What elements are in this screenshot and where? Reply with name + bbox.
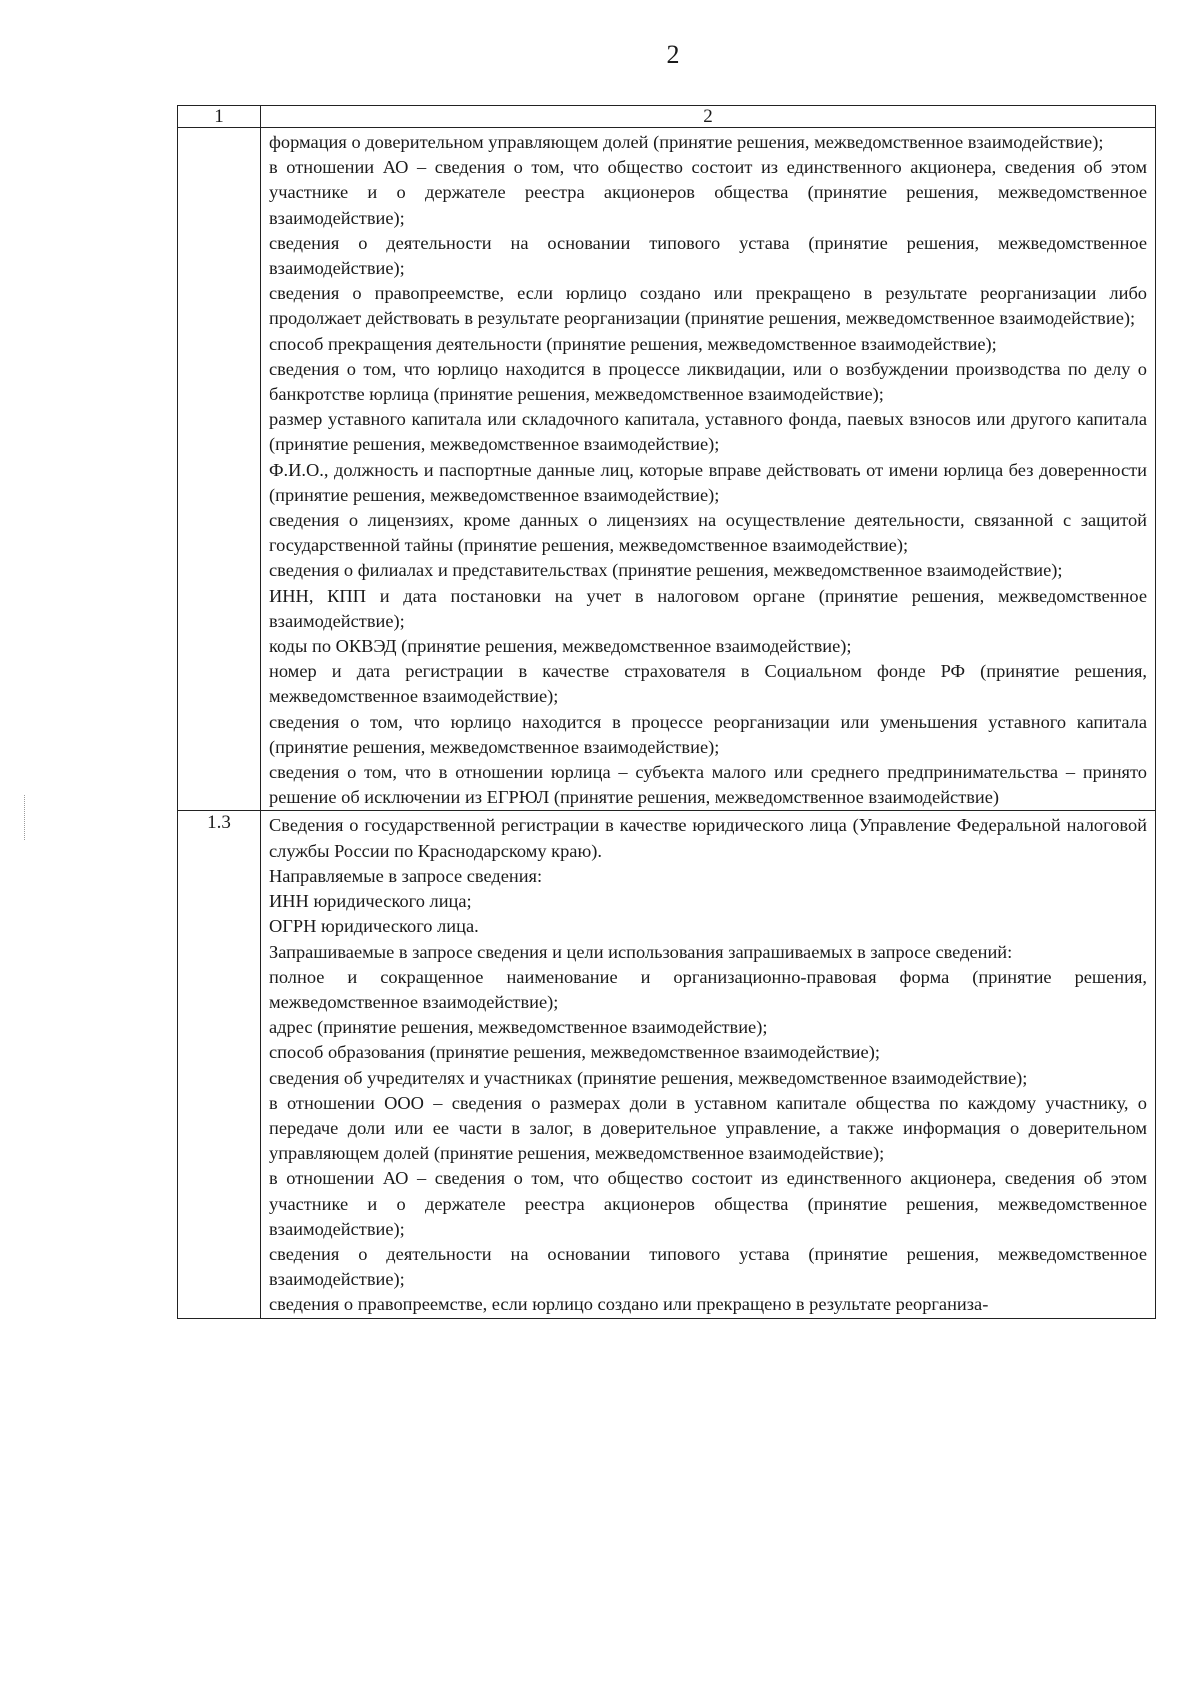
content-paragraph: сведения о правопреемстве, если юрлицо создано или прекращено в результате реорганиза- <box>269 1294 989 1315</box>
row-number-cell: 1.3 <box>178 811 261 1318</box>
table-row <box>178 811 1156 1318</box>
content-paragraph: Направляемые в запросе сведения: <box>269 865 543 886</box>
document-table <box>177 105 1156 1319</box>
content-paragraph: в отношении АО – сведения о том, что общество состоит из единственного акционера, сведения об этом участнике и о держателе реестра акционеров общества (принятие решения, межведомственное взаимодействие); <box>269 157 1147 228</box>
content-paragraph: Сведения о государственной регистрации в качестве юридического лица (Управление Федеральной налоговой службы России по Краснодарскому краю). <box>269 815 1147 861</box>
content-paragraph: в отношении АО – сведения о том, что общество состоит из единственного акционера, сведения об этом участнике и о держателе реестра акционеров общества (принятие решения, межведомственное взаимодействие); <box>269 1168 1147 1239</box>
row-number-cell <box>178 128 261 811</box>
row-content-cell <box>261 128 1156 811</box>
content-paragraph: сведения о лицензиях, кроме данных о лицензиях на осуществление деятельности, связанной с защитой государственной тайны (принятие решения, межведомственное взаимодействие); <box>269 510 1147 556</box>
table-header-row <box>178 106 1156 128</box>
row-content-cell <box>261 811 1156 1318</box>
table-row <box>178 128 1156 811</box>
content-paragraph: сведения о деятельности на основании типового устава (принятие решения, межведомственное взаимодействие); <box>269 232 1147 279</box>
content-paragraph: сведения об учредителях и участниках (принятие решения, межведомственное взаимодействие); <box>269 1067 1028 1088</box>
content-paragraph: номер и дата регистрации в качестве страхователя в Социальном фонде РФ (принятие решения, межведомственное взаимодействие); <box>269 661 1147 707</box>
content-paragraph: ИНН юридического лица; <box>269 891 472 912</box>
content-paragraph: Ф.И.О., должность и паспортные данные лиц, которые вправе действовать от имени юрлица без доверенности (принятие решения, межведомственное взаимодействие); <box>269 459 1147 505</box>
content-paragraph: коды по ОКВЭД (принятие решения, межведомственное взаимодействие); <box>269 636 852 657</box>
content-paragraph: способ образования (принятие решения, межведомственное взаимодействие); <box>269 1042 880 1063</box>
content-paragraph: сведения о филиалах и представительствах (принятие решения, межведомственное взаимодействие); <box>269 560 1063 581</box>
content-paragraph: формация о доверительном управляющем долей (принятие решения, межведомственное взаимодействие); <box>269 132 1104 152</box>
header-col-2: 2 <box>261 106 1156 128</box>
content-paragraph: ОГРН юридического лица. <box>269 916 479 937</box>
content-paragraph: размер уставного капитала или складочного капитала, уставного фонда, паевых взносов или другого капитала (принятие решения, межведомственное взаимодействие); <box>269 409 1147 455</box>
content-paragraph: сведения о том, что в отношении юрлица – субъекта малого или среднего предпринимательства – принято решение об исключении из ЕГРЮЛ (принятие решения, межведомственное взаимодействие) <box>269 762 1147 808</box>
content-paragraph: сведения о том, что юрлицо находится в процессе ликвидации, или о возбуждении производства по делу о банкротстве юрлица (принятие решения, межведомственное взаимодействие); <box>269 358 1147 405</box>
content-paragraph: в отношении ООО – сведения о размерах доли в уставном капитале общества по каждому участнику, о передаче доли или ее части в залог, в доверительное управление, а также информация о доверительном управляющем долей (принятие решения, межведомственное взаимодействие); <box>269 1092 1147 1164</box>
content-paragraph: сведения о правопреемстве, если юрлицо создано или прекращено в результате реорганизации либо продолжает действовать в результате реорганизации (принятие решения, межведомственное взаимодействие); <box>269 283 1147 329</box>
content-paragraph: сведения о деятельности на основании типового устава (принятие решения, межведомственное взаимодействие); <box>269 1243 1147 1290</box>
margin-scan-mark <box>24 795 26 840</box>
header-col-1: 1 <box>178 106 261 128</box>
page-number: 2 <box>666 40 680 69</box>
content-paragraph: Запрашиваемые в запросе сведения и цели использования запрашиваемых в запросе сведений: <box>269 941 1013 962</box>
content-paragraph: полное и сокращенное наименование и организационно-правовая форма (принятие решения, межведомственное взаимодействие); <box>269 966 1147 1012</box>
content-paragraph: сведения о том, что юрлицо находится в процессе реорганизации или уменьшения уставного капитала (принятие решения, межведомственное взаимодействие); <box>269 711 1147 757</box>
content-paragraph: адрес (принятие решения, межведомственное взаимодействие); <box>269 1017 768 1038</box>
content-paragraph: ИНН, КПП и дата постановки на учет в налоговом органе (принятие решения, межведомственное взаимодействие); <box>269 585 1147 631</box>
content-paragraph: способ прекращения деятельности (принятие решения, межведомственное взаимодействие); <box>269 333 997 354</box>
